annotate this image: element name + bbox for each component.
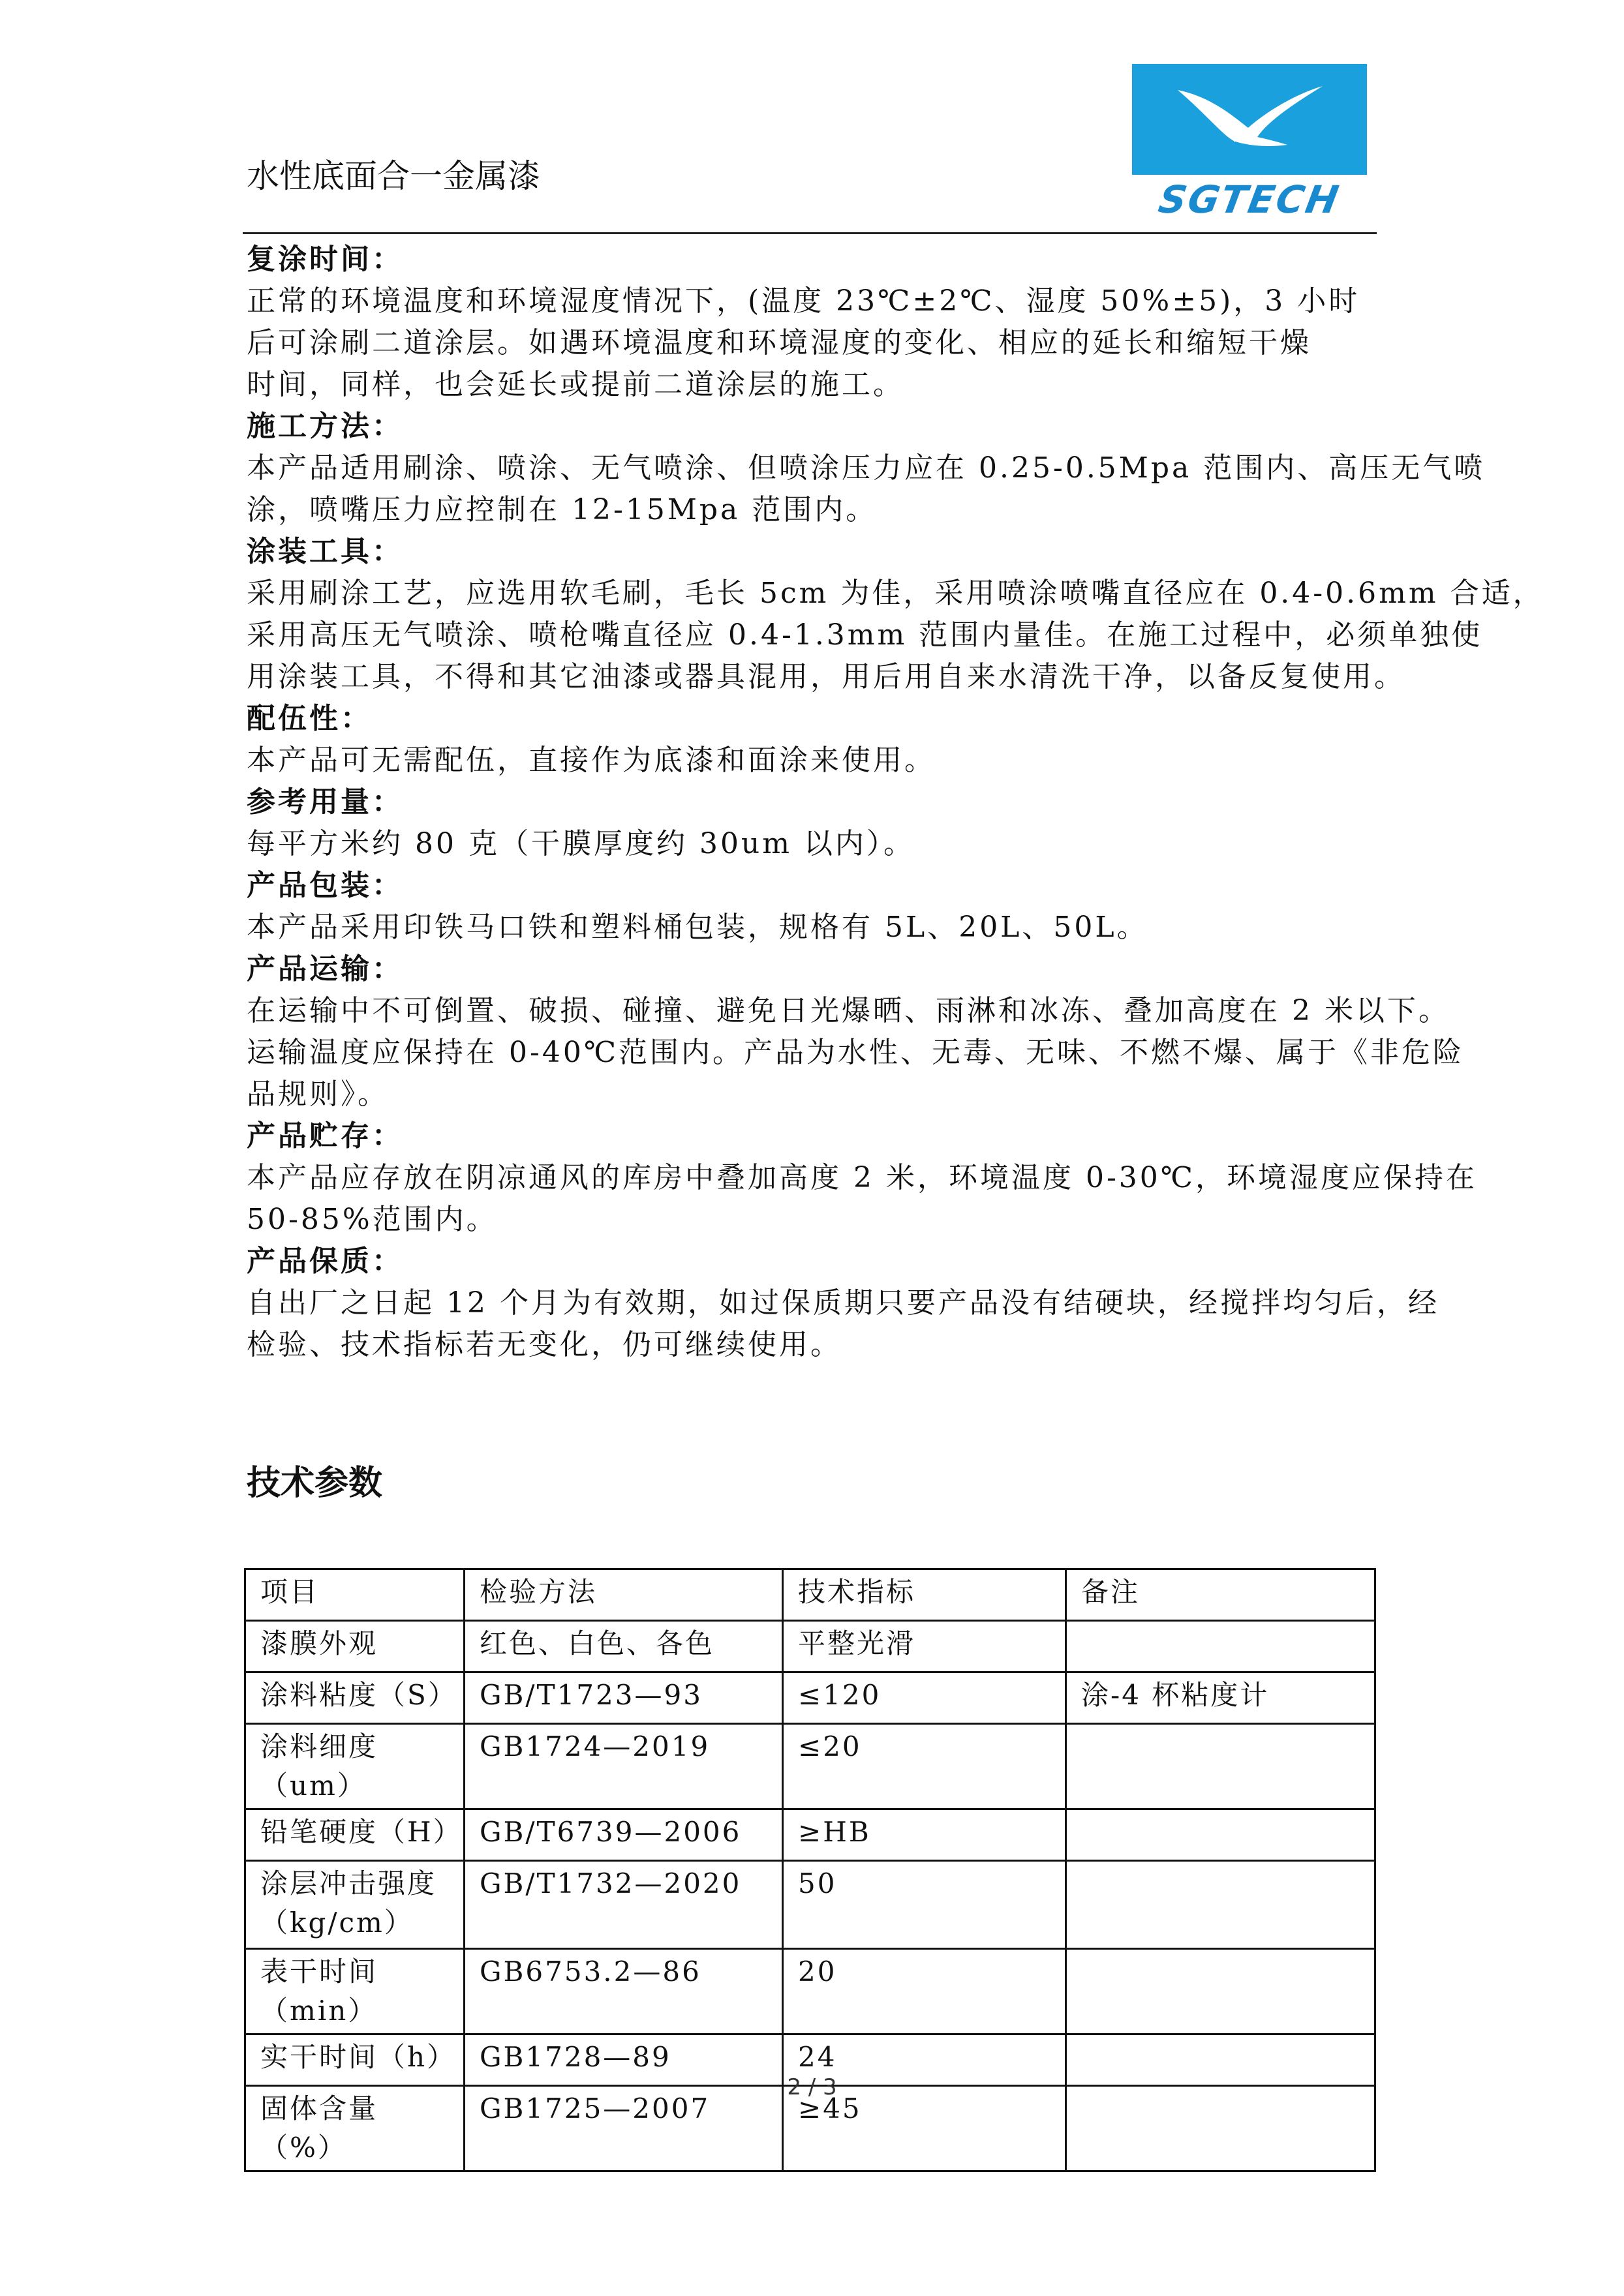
table-header-row	[245, 1569, 1375, 1621]
table-cell: 24	[783, 2034, 1066, 2086]
table-row	[245, 1621, 1375, 1672]
table-cell	[1066, 1949, 1375, 2034]
table-row	[245, 1861, 1375, 1949]
logo-background	[1132, 64, 1367, 175]
table-cell: ≥HB	[783, 1809, 1066, 1861]
section-text-line: 涂，喷嘴压力应控制在 12-15Mpa 范围内。	[247, 493, 878, 526]
table-cell	[1066, 1621, 1375, 1672]
table-cell: ≥45	[783, 2086, 1066, 2171]
table-cell: 50	[783, 1861, 1066, 1949]
table-cell: GB/T1723—93	[465, 1672, 783, 1724]
table-cell: 涂-4 杯粘度计	[1066, 1672, 1375, 1724]
page-number: 2 / 3	[787, 2074, 837, 2100]
table-cell: GB6753.2—86	[465, 1949, 783, 2034]
section-coating-tools	[247, 531, 1544, 698]
section-compatibility	[247, 698, 1499, 781]
section-reference-dosage	[247, 781, 1499, 865]
section-application-method	[247, 406, 1499, 531]
table-cell: ≤120	[783, 1672, 1066, 1724]
section-text-line: 时间，同样，也会延长或提前二道涂层的施工。	[247, 368, 904, 401]
section-heading: 参考用量：	[247, 785, 403, 819]
section-text-line: 后可涂刷二道涂层。如遇环境温度和环境湿度的变化、相应的延长和缩短干燥	[247, 326, 1311, 359]
table-cell: 固体含量（%）	[245, 2086, 465, 2171]
table-cell: 红色、白色、各色	[465, 1621, 783, 1672]
table-cell: 漆膜外观	[245, 1621, 465, 1672]
section-packaging	[247, 865, 1499, 948]
section-heading: 施工方法：	[247, 410, 403, 443]
section-text-line: 本产品可无需配伍，直接作为底漆和面涂来使用。	[247, 744, 936, 777]
table-cell: GB1728—89	[465, 2034, 783, 2086]
section-text-line: 采用刷涂工艺，应选用软毛刷，毛长 5cm 为佳，采用喷涂喷嘴直径应在 0.4-0.6mm 合适，	[247, 577, 1544, 610]
section-heading: 涂装工具：	[247, 535, 403, 568]
table-cell: 铅笔硬度（H）	[245, 1809, 465, 1861]
section-text-line: 在运输中不可倒置、破损、碰撞、避免日光爆晒、雨淋和冰冻、叠加高度在 2 米以下。	[247, 994, 1450, 1027]
table-cell	[1066, 1861, 1375, 1949]
section-heading: 产品贮存：	[247, 1119, 403, 1153]
header-cell: 备注	[1066, 1569, 1375, 1621]
table-cell	[1066, 1724, 1375, 1809]
section-text-line: 品规则》。	[247, 1078, 389, 1111]
section-heading: 复涂时间：	[247, 243, 403, 276]
table-row	[245, 1949, 1375, 2034]
section-heading: 配伍性：	[247, 702, 372, 735]
table-cell: 20	[783, 1949, 1066, 2034]
company-logo	[1132, 64, 1367, 227]
technical-params-heading: 技术参数	[247, 1464, 383, 1503]
section-transport	[247, 948, 1499, 1115]
document-title: 水性底面合一金属漆	[247, 157, 540, 195]
section-shelf-life	[247, 1241, 1499, 1366]
section-text-line: 用涂装工具，不得和其它油漆或器具混用，用后用自来水清洗干净，以备反复使用。	[247, 660, 1405, 693]
table-cell: 涂料细度（um）	[245, 1724, 465, 1809]
section-storage	[247, 1115, 1499, 1241]
header-cell: 项目	[245, 1569, 465, 1621]
document-body	[247, 239, 1544, 1366]
section-text-line: 50-85%范围内。	[247, 1203, 498, 1236]
table-cell: GB1725—2007	[465, 2086, 783, 2171]
section-text-line: 运输温度应保持在 0-40℃范围内。产品为水性、无毒、无味、不燃不爆、属于《非危险	[247, 1036, 1465, 1069]
header-cell: 检验方法	[465, 1569, 783, 1621]
table-cell: 涂料粘度（S）	[245, 1672, 465, 1724]
table-cell: 平整光滑	[783, 1621, 1066, 1672]
section-heading: 产品包装：	[247, 869, 403, 902]
section-text-line: 自出厂之日起 12 个月为有效期，如过保质期只要产品没有结硬块，经搅拌均匀后，经	[247, 1286, 1439, 1320]
section-text-line: 每平方米约 80 克（干膜厚度约 30um 以内）。	[247, 827, 915, 860]
logo-wordmark: SGTECH	[1155, 177, 1344, 222]
section-text-line: 正常的环境温度和环境湿度情况下，(温度 23℃±2℃、湿度 50%±5)，3 小时	[247, 284, 1360, 318]
section-text-line: 本产品采用印铁马口铁和塑料桶包装，规格有 5L、20L、50L。	[247, 911, 1148, 944]
table-row	[245, 1672, 1375, 1724]
section-recoat-time	[247, 239, 1499, 406]
table-cell: GB1724—2019	[465, 1724, 783, 1809]
table-cell: GB/T1732—2020	[465, 1861, 783, 1949]
table-cell: 表干时间（min）	[245, 1949, 465, 2034]
table-row	[245, 1809, 1375, 1861]
table-cell: ≤20	[783, 1724, 1066, 1809]
section-heading: 产品保质：	[247, 1245, 403, 1278]
table-cell: 涂层冲击强度（kg/cm）	[245, 1861, 465, 1949]
table-cell: 实干时间（h）	[245, 2034, 465, 2086]
header-divider	[243, 232, 1377, 234]
section-text-line: 本产品应存放在阴凉通风的库房中叠加高度 2 米，环境温度 0-30℃，环境湿度应保持在	[247, 1161, 1478, 1194]
section-text-line: 检验、技术指标若无变化，仍可继续使用。	[247, 1328, 842, 1361]
table-cell: GB/T6739—2006	[465, 1809, 783, 1861]
section-text-line: 本产品适用刷涂、喷涂、无气喷涂、但喷涂压力应在 0.25-0.5Mpa 范围内、高压无气喷	[247, 451, 1486, 485]
section-heading: 产品运输：	[247, 952, 403, 986]
section-text-line: 采用高压无气喷涂、喷枪嘴直径应 0.4-1.3mm 范围内量佳。在施工过程中，必须单独使	[247, 618, 1483, 652]
table-cell	[1066, 1809, 1375, 1861]
table-row	[245, 1724, 1375, 1809]
seagull-icon	[1171, 77, 1328, 162]
header-cell: 技术指标	[783, 1569, 1066, 1621]
